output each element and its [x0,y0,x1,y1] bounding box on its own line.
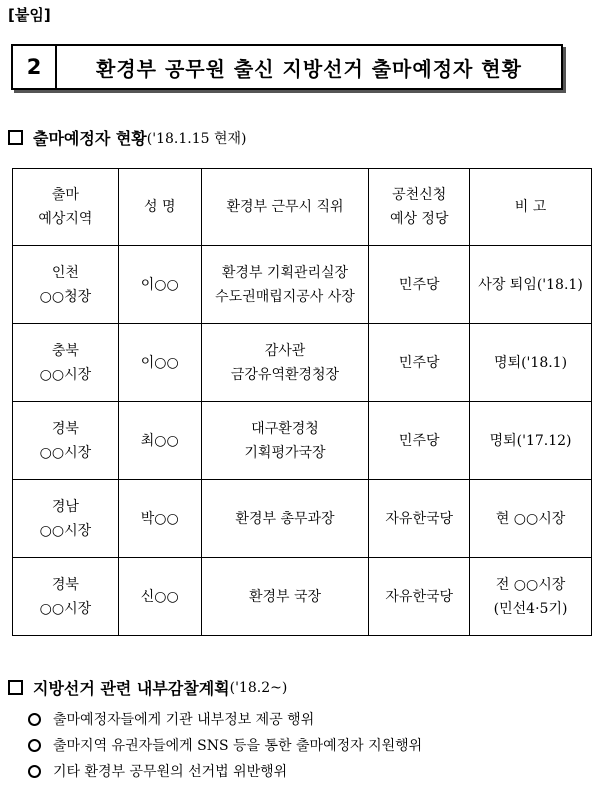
position-cell [201,324,369,402]
title-number: 2 [13,46,57,88]
region-cell [13,324,119,402]
cell-line: 환경부 기획관리실장 [221,264,349,281]
name-cell: 박○○ [118,480,201,558]
table-header-row [13,169,592,246]
attachment-label: [붙임] [8,6,51,24]
cell-line: 금강유역환경청장 [230,366,340,383]
position-cell [201,480,369,558]
party-cell: 민주당 [369,246,470,324]
section-2-heading [8,676,287,699]
cell-line: 명퇴('17.12) [489,432,572,449]
bullet-list [28,706,422,784]
name-cell: 이○○ [118,246,201,324]
circle-bullet-icon [28,739,41,752]
cell-line: 공천신청 [392,187,447,203]
cell-line: 명퇴('18.1) [494,354,568,371]
cell-line: 경북 [51,576,79,593]
name-cell: 최○○ [118,402,201,480]
column-header [201,169,369,246]
cell-line: 수도권매립지공사 사장 [215,288,355,305]
table-row [13,480,592,558]
table-row [13,324,592,402]
cell-line: (민선4·5기) [493,600,568,617]
position-cell [201,246,369,324]
section-1-title: 출마예정자 현황 [33,129,147,148]
party-cell: 자유한국당 [369,480,470,558]
note-cell [470,402,592,480]
section-2-title: 지방선거 관련 내부감찰계획 [33,679,230,698]
cell-line: ○○시장 [39,522,92,539]
column-header [13,169,119,246]
name-cell: 신○○ [118,558,201,636]
table-row [13,246,592,324]
cell-line: 비 고 [514,199,547,215]
list-item [28,706,422,732]
cell-line: ○○시장 [39,600,92,617]
region-cell [13,480,119,558]
list-item [28,758,422,784]
list-item-text: 출마예정자들에게 기관 내부정보 제공 행위 [53,712,315,728]
checkbox-square-icon [8,130,23,145]
party-cell: 민주당 [369,402,470,480]
note-cell [470,480,592,558]
circle-bullet-icon [28,765,41,778]
list-item [28,732,422,758]
section-2-date-note: ('18.2~) [229,679,288,696]
cell-line: 사장 퇴임('18.1) [478,276,583,293]
cell-line: ○○시장 [39,366,92,383]
region-cell [13,402,119,480]
candidates-table [12,168,592,636]
cell-line: 성 명 [143,199,176,215]
cell-line: 출마 [51,187,79,203]
position-cell [201,402,369,480]
position-cell [201,558,369,636]
note-cell [470,246,592,324]
cell-line: 인천 [51,264,79,281]
cell-line: ○○시장 [39,444,92,461]
table-row [13,402,592,480]
table-body [13,246,592,636]
note-cell [470,558,592,636]
cell-line: 감사관 [264,342,306,359]
cell-line: 환경부 총무과장 [235,510,335,527]
party-cell: 민주당 [369,324,470,402]
note-cell [470,324,592,402]
cell-line: 환경부 국장 [248,588,322,605]
cell-line: 환경부 근무시 직위 [226,199,344,215]
title-box [11,44,563,90]
name-cell: 이○○ [118,324,201,402]
party-cell: 자유한국당 [369,558,470,636]
column-header [369,169,470,246]
section-1-heading [8,126,246,149]
cell-line: ○○청장 [39,288,92,305]
cell-line: 전 ○○시장 [495,576,566,593]
region-cell [13,246,119,324]
checkbox-square-icon [8,680,23,695]
column-header [470,169,592,246]
table-row [13,558,592,636]
cell-line: 경남 [51,498,79,515]
cell-line: 현 ○○시장 [495,510,566,527]
list-item-text: 출마지역 유권자들에게 SNS 등을 통한 출마예정자 지원행위 [53,738,423,754]
page-title: 환경부 공무원 출신 지방선거 출마예정자 현황 [96,56,522,81]
cell-line: 예상지역 [38,211,93,227]
cell-line: 기획평가국장 [244,444,326,461]
region-cell [13,558,119,636]
cell-line: 대구환경청 [251,420,319,437]
cell-line: 충북 [51,342,79,359]
section-1-date-note: ('18.1.15 현재) [146,130,247,147]
column-header [118,169,201,246]
list-item-text: 기타 환경부 공무원의 선거법 위반행위 [53,764,288,780]
cell-line: 경북 [51,420,79,437]
circle-bullet-icon [28,713,41,726]
cell-line: 예상 정당 [389,211,449,227]
